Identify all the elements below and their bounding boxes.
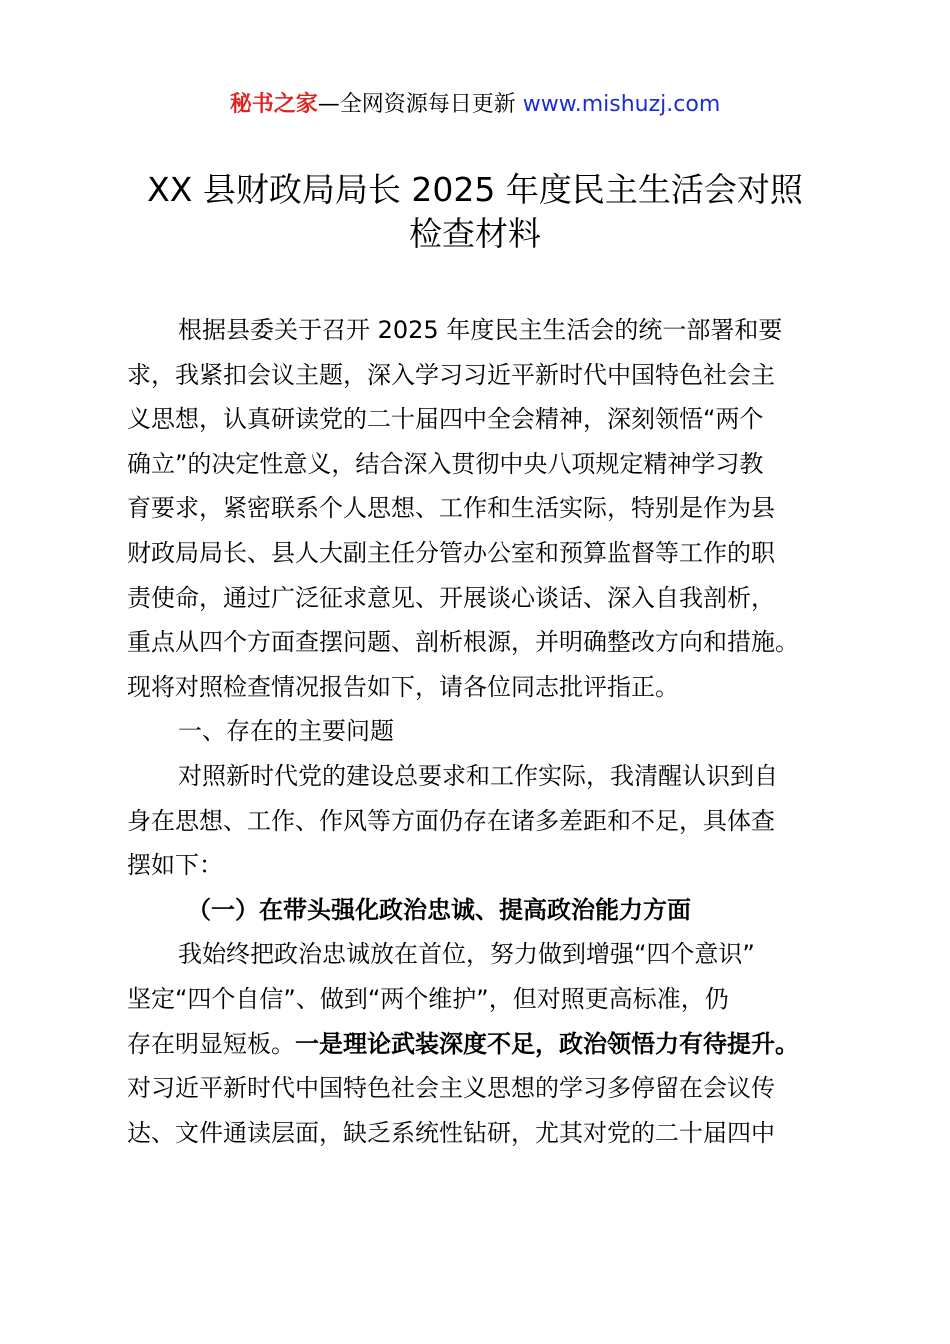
title-line-1: XX 县财政局局长 2025 年度民主生活会对照 <box>147 170 803 209</box>
brand-name: 秘书之家 <box>229 92 318 117</box>
subsection-paragraph-line: 坚定“四个自信”、做到“两个维护”，但对照更高标准，仍 <box>127 984 729 1013</box>
site-url-link[interactable]: www.mishuzj.com <box>522 92 721 117</box>
subsection-paragraph-line: 对习近平新时代中国特色社会主义思想的学习多停留在会议传 <box>127 1074 775 1103</box>
intro-line: 财政局局长、县人大副主任分管办公室和预算监督等工作的职 <box>127 538 775 567</box>
intro-line: 责使命，通过广泛征求意见、开展谈心谈话、深入自我剖析， <box>127 583 775 612</box>
intro-line: 根据县委关于召开 2025 年度民主生活会的统一部署和要 <box>178 316 783 344</box>
intro-line: 育要求，紧密联系个人思想、工作和生活实际，特别是作为县 <box>127 494 775 523</box>
section-paragraph-line: 对照新时代党的建设总要求和工作实际，我清醒认识到自 <box>178 761 778 790</box>
subsection-paragraph-line <box>127 1022 832 1067</box>
section-paragraph-line: 身在思想、工作、作风等方面仍存在诸多差距和不足，具体查 <box>127 806 775 835</box>
emphasis-text: 一是理论武装深度不足，政治领悟力有待提升。 <box>295 1029 799 1058</box>
intro-line: 义思想，认真研读党的二十届四中全会精神，深刻领悟“两个 <box>127 405 764 434</box>
intro-line: 确立”的决定性意义，结合深入贯彻中央八项规定精神学习教 <box>127 449 764 478</box>
title-line-2: 检查材料 <box>409 214 541 253</box>
header-slogan: —全网资源每日更新 <box>317 92 523 117</box>
intro-line: 求，我紧扣会议主题，深入学习习近平新时代中国特色社会主 <box>127 360 775 389</box>
subsection-heading: （一）在带头强化政治忠诚、提高政治能力方面 <box>187 895 691 924</box>
document-title <box>100 168 850 256</box>
intro-line: 重点从四个方面查摆问题、剖析根源，并明确整改方向和措施。 <box>127 628 799 657</box>
document-body <box>127 308 832 1155</box>
intro-line: 现将对照检查情况报告如下，请各位同志批评指正。 <box>127 672 679 701</box>
subsection-paragraph-line: 达、文件通读层面，缺乏系统性钻研，尤其对党的二十届四中 <box>127 1118 775 1147</box>
site-header <box>0 88 950 122</box>
section-heading: 一、存在的主要问题 <box>178 717 394 746</box>
section-paragraph-line: 摆如下： <box>127 851 223 880</box>
paragraph-text: 存在明显短板。 <box>127 1029 295 1058</box>
subsection-paragraph-line: 我始终把政治忠诚放在首位，努力做到增强“四个意识” <box>178 940 755 969</box>
